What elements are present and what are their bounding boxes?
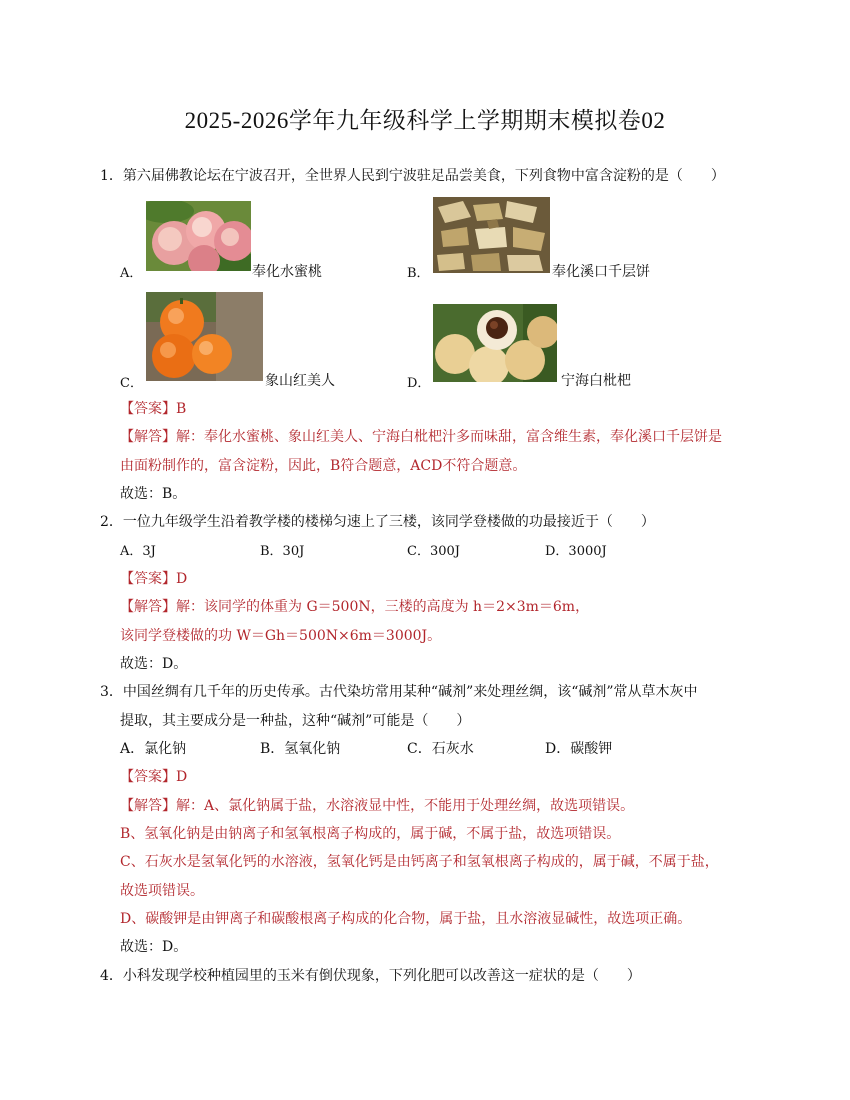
- peach-photo: [146, 201, 251, 271]
- q3-explanation-line-1: 【解答】解：A、氯化钠属于盐，水溶液显中性，不能用于处理丝绸，故选项错误。: [120, 798, 635, 814]
- q2-explanation-line-1: 【解答】解：该同学的体重为 G＝500N，三楼的高度为 h＝2×3m＝6m，: [120, 599, 590, 615]
- q1-explanation-line-1: 【解答】解：奉化水蜜桃、象山红美人、宁海白枇杷汁多而味甜，富含维生素，奉化溪口千层饼是: [120, 429, 722, 445]
- q3-option-d: D．碳酸钾: [545, 741, 613, 757]
- q1-option-c-letter: C．: [120, 376, 143, 391]
- question-4-stem: 4．小科发现学校种植园里的玉米有倒伏现象，下列化肥可以改善这一症状的是（ ）: [100, 968, 641, 984]
- q3-choice: 故选：D。: [120, 939, 188, 955]
- q1-choice: 故选：B。: [120, 486, 187, 502]
- q2-option-d: D．3000J: [545, 544, 607, 559]
- q1-option-c-caption: 象山红美人: [265, 373, 335, 389]
- q1-option-a-letter: A．: [120, 266, 143, 281]
- q2-option-a: A．3J: [120, 544, 156, 559]
- q2-answer: 【答案】D: [120, 571, 188, 587]
- q1-answer: 【答案】B: [120, 401, 187, 417]
- question-3-stem-line-1: 3．中国丝绸有几千年的历史传承。古代染坊常用某种“碱剂”来处理丝绸，该“碱剂”常从草木灰中: [100, 684, 698, 700]
- q3-explanation-line-4: 故选项错误。: [120, 883, 204, 899]
- question-1-stem: 1．第六届佛教论坛在宁波召开，全世界人民到宁波驻足品尝美食，下列食物中富含淀粉的是（ ）: [100, 168, 725, 184]
- q1-option-d-letter: D．: [407, 376, 431, 391]
- layered-cake-photo: [433, 197, 550, 273]
- q1-option-d-caption: 宁海白枇杷: [561, 373, 631, 389]
- q3-option-a: A．氯化钠: [120, 741, 187, 757]
- q1-option-b-letter: B．: [407, 266, 430, 281]
- q3-answer: 【答案】D: [120, 769, 188, 785]
- q2-explanation-line-2: 该同学登楼做的功 W＝Gh＝500N×6m＝3000J。: [120, 628, 442, 644]
- question-3-stem-line-2: 提取，其主要成分是一种盐，这种“碱剂”可能是（ ）: [120, 713, 471, 729]
- loquat-photo: [433, 304, 557, 382]
- page-title: 2025-2026学年九年级科学上学期期末模拟卷02: [184, 108, 666, 133]
- q1-option-b-caption: 奉化溪口千层饼: [552, 264, 650, 280]
- q2-option-b: B．30J: [260, 544, 305, 559]
- q2-option-c: C．300J: [407, 544, 460, 559]
- q3-explanation-line-3: C、石灰水是氢氧化钙的水溶液，氢氧化钙是由钙离子和氢氧根离子构成的，属于碱，不属于盐，: [120, 854, 719, 870]
- q3-option-c: C．石灰水: [407, 741, 474, 757]
- q1-option-a-caption: 奉化水蜜桃: [252, 264, 322, 280]
- q3-option-b: B．氢氧化钠: [260, 741, 341, 757]
- q2-choice: 故选：D。: [120, 656, 188, 672]
- orange-photo: [146, 292, 263, 381]
- q3-explanation-line-2: B、氢氧化钠是由钠离子和氢氧根离子构成的，属于碱，不属于盐，故选项错误。: [120, 826, 621, 842]
- q3-explanation-line-5: D、碳酸钾是由钾离子和碳酸根离子构成的化合物，属于盐，且水溶液显碱性，故选项正确。: [120, 911, 692, 927]
- q1-explanation-line-2: 由面粉制作的，富含淀粉，因此，B符合题意，ACD不符合题意。: [120, 458, 527, 474]
- question-2-stem: 2．一位九年级学生沿着教学楼的楼梯匀速上了三楼，该同学登楼做的功最接近于（ ）: [100, 514, 655, 530]
